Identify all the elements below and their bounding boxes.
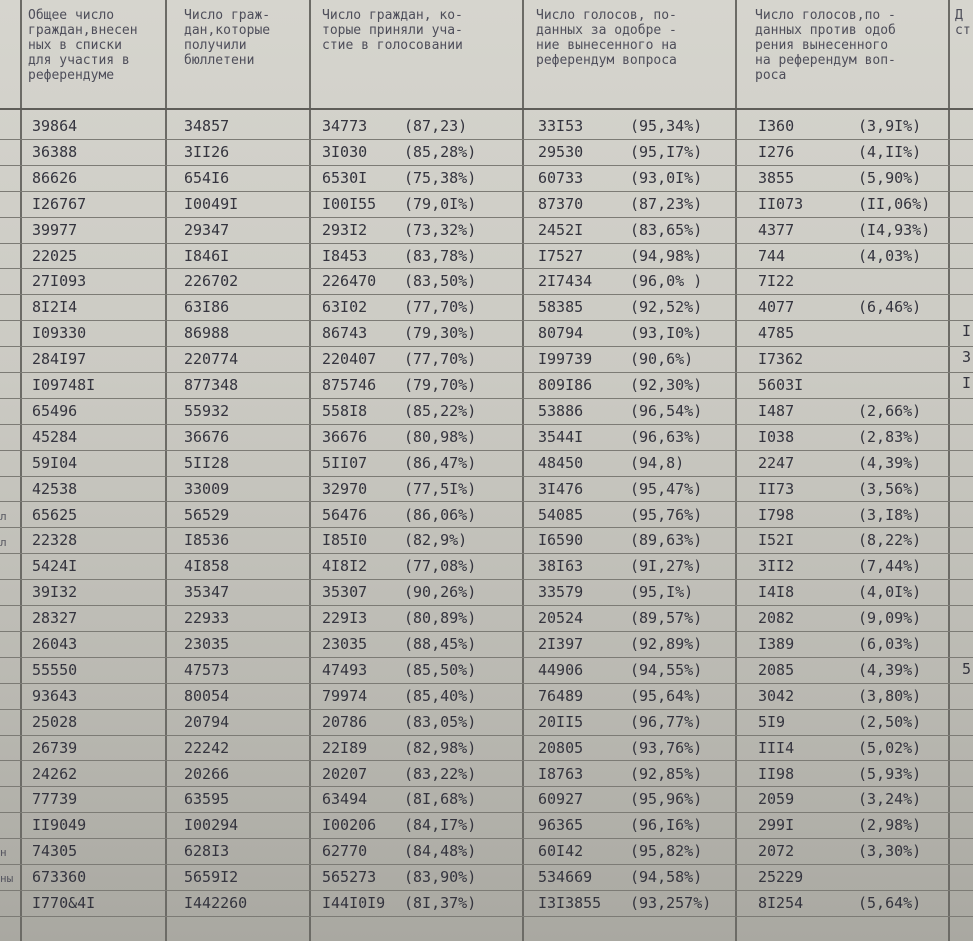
cell-against-pct: (6,03%)	[858, 635, 922, 653]
cell-for: 48450	[538, 453, 584, 472]
cell-for: 2I397	[538, 635, 584, 653]
cell-voted-pct: (8I,68%)	[404, 790, 477, 809]
row-rule	[0, 346, 973, 347]
row-rule	[0, 450, 973, 451]
cell-for-pct: (96,I6%)	[630, 816, 703, 835]
cell-listed: 39977	[32, 220, 78, 239]
cell-for-pct: (96,0% )	[630, 272, 703, 291]
cell-against: 5I9	[758, 712, 786, 731]
cell-for-pct: (96,77%)	[630, 712, 703, 731]
cell-voted-pct: (87,23)	[404, 117, 468, 135]
row-rule	[0, 605, 973, 606]
cell-against-pct: (4,03%)	[858, 246, 922, 265]
cell-ballots: 654I6	[184, 168, 230, 187]
row-rule	[0, 709, 973, 710]
margin-mark: л	[0, 510, 7, 523]
cell-for: 38I63	[538, 557, 584, 576]
cell-voted: I8453	[322, 246, 368, 265]
cell-ballots: 226702	[184, 272, 239, 291]
cell-for-pct: (94,8)	[630, 453, 685, 472]
row-rule	[0, 735, 973, 736]
cell-ballots: 36676	[184, 427, 230, 446]
cell-listed: 5424I	[32, 557, 78, 576]
right-edge-mark: 5	[962, 660, 972, 678]
cell-ballots: 86988	[184, 324, 230, 343]
cell-listed: 74305	[32, 842, 78, 861]
cell-for-pct: (93,76%)	[630, 738, 703, 757]
cell-for-pct: (95,34%)	[630, 117, 703, 135]
cell-listed: 55550	[32, 660, 78, 679]
row-rule	[0, 501, 973, 502]
cell-against: I4I8	[758, 583, 795, 602]
cell-against: I389	[758, 635, 795, 653]
header-voted: Число граждан, ко- торые приняли уча- стие в голосовании	[322, 8, 463, 53]
cell-ballots: 5659I2	[184, 868, 239, 887]
cell-for: 44906	[538, 660, 584, 679]
cell-voted-pct: (79,70%)	[404, 376, 477, 394]
cell-ballots: I0049I	[184, 194, 239, 213]
cell-against-pct: (4,0I%)	[858, 583, 922, 602]
cell-against: I7362	[758, 350, 804, 369]
cell-listed: 45284	[32, 427, 78, 446]
cell-for: 809I86	[538, 376, 593, 394]
cell-for: 33579	[538, 583, 584, 602]
row-rule	[0, 760, 973, 761]
cell-against-pct: (8,22%)	[858, 531, 922, 550]
cell-voted: 558I8	[322, 401, 368, 420]
row-rule	[0, 294, 973, 295]
cell-against-pct: (4,II%)	[858, 142, 922, 161]
row-rule	[0, 191, 973, 192]
cell-for: 54085	[538, 505, 584, 524]
cell-for: 87370	[538, 194, 584, 213]
margin-mark: ны	[0, 872, 14, 885]
cell-against: I038	[758, 427, 795, 446]
cell-against-pct: (4,39%)	[858, 453, 922, 472]
cell-ballots: 33009	[184, 479, 230, 498]
row-rule	[0, 579, 973, 580]
cell-voted-pct: (84,48%)	[404, 842, 477, 861]
cell-for-pct: (94,58%)	[630, 868, 703, 887]
cell-voted: 6530I	[322, 168, 368, 187]
row-rule	[0, 657, 973, 658]
cell-against: I487	[758, 401, 795, 420]
cell-for-pct: (95,82%)	[630, 842, 703, 861]
row-rule	[0, 683, 973, 684]
cell-against: 3II2	[758, 557, 795, 576]
cell-listed: I770&4I	[32, 894, 96, 912]
cell-for: 76489	[538, 686, 584, 705]
row-rule	[0, 398, 973, 399]
cell-ballots: 20266	[184, 764, 230, 783]
cell-voted-pct: (85,50%)	[404, 660, 477, 679]
cell-for-pct: (92,89%)	[630, 635, 703, 653]
cell-listed: 39864	[32, 117, 78, 135]
cell-listed: I09330	[32, 324, 87, 343]
cell-listed: 24262	[32, 764, 78, 783]
cell-listed: 59I04	[32, 453, 78, 472]
cell-ballots: 877348	[184, 376, 239, 394]
row-rule	[0, 268, 973, 269]
cell-for-pct: (93,0I%)	[630, 168, 703, 187]
cell-listed: II9049	[32, 816, 87, 835]
cell-ballots: I846I	[184, 246, 230, 265]
cell-against: I798	[758, 505, 795, 524]
cell-voted: 23035	[322, 635, 368, 653]
cell-for: 2I7434	[538, 272, 593, 291]
cell-for: 53886	[538, 401, 584, 420]
cell-for: 60733	[538, 168, 584, 187]
cell-against-pct: (6,46%)	[858, 298, 922, 317]
cell-for-pct: (87,23%)	[630, 194, 703, 213]
cell-voted: 36676	[322, 427, 368, 446]
cell-against: I360	[758, 117, 795, 135]
cell-voted: 293I2	[322, 220, 368, 239]
header-for: Число голосов, по- данных за одобре - ние вынесенного на референдум вопроса	[536, 8, 677, 68]
cell-for-pct: (96,54%)	[630, 401, 703, 420]
right-edge-mark: I	[962, 322, 972, 340]
cell-listed: 86626	[32, 168, 78, 187]
cell-for: I7527	[538, 246, 584, 265]
cell-voted: I85I0	[322, 531, 368, 550]
cell-against: 2247	[758, 453, 795, 472]
cell-against-pct: (I4,93%)	[858, 220, 931, 239]
cell-voted: 20786	[322, 712, 368, 731]
cell-listed: 26043	[32, 635, 78, 653]
cell-against: 4077	[758, 298, 795, 317]
cell-for: 60927	[538, 790, 584, 809]
cell-ballots: 55932	[184, 401, 230, 420]
cell-ballots: 47573	[184, 660, 230, 679]
row-rule	[0, 424, 973, 425]
cell-voted-pct: (85,28%)	[404, 142, 477, 161]
cell-against: 8I254	[758, 894, 804, 912]
cell-ballots: 628I3	[184, 842, 230, 861]
cell-listed: 65496	[32, 401, 78, 420]
cell-for-pct: (93,257%)	[630, 894, 712, 912]
row-rule	[0, 890, 973, 891]
cell-listed: 25028	[32, 712, 78, 731]
cell-for-pct: (89,57%)	[630, 609, 703, 628]
cell-for-pct: (94,55%)	[630, 660, 703, 679]
cell-against-pct: (3,24%)	[858, 790, 922, 809]
cell-voted: 34773	[322, 117, 368, 135]
cell-ballots: 22933	[184, 609, 230, 628]
cell-ballots: 35347	[184, 583, 230, 602]
cell-listed: 26739	[32, 738, 78, 757]
row-rule	[0, 139, 973, 140]
cell-against: III4	[758, 738, 795, 757]
row-rule	[0, 243, 973, 244]
cell-against: 2085	[758, 660, 795, 679]
cell-against: 4785	[758, 324, 795, 343]
cell-voted-pct: (79,30%)	[404, 324, 477, 343]
cell-voted: 63494	[322, 790, 368, 809]
cell-against-pct: (2,50%)	[858, 712, 922, 731]
cell-voted-pct: (83,50%)	[404, 272, 477, 291]
cell-against: 4377	[758, 220, 795, 239]
row-rule	[0, 864, 973, 865]
cell-voted: I00I55	[322, 194, 377, 213]
cell-listed: 65625	[32, 505, 78, 524]
cell-voted-pct: (77,5I%)	[404, 479, 477, 498]
cell-voted: I00206	[322, 816, 377, 835]
cell-listed: I09748I	[32, 376, 96, 394]
cell-listed: I26767	[32, 194, 87, 213]
cell-voted-pct: (80,98%)	[404, 427, 477, 446]
cell-ballots: 34857	[184, 117, 230, 135]
cell-ballots: I442260	[184, 894, 248, 912]
cell-voted-pct: (83,78%)	[404, 246, 477, 265]
header-listed: Общее число граждан,внесен ных в списки для участия в референдуме	[28, 8, 138, 83]
cell-voted: 79974	[322, 686, 368, 705]
cell-voted-pct: (84,I7%)	[404, 816, 477, 835]
cell-voted: 20207	[322, 764, 368, 783]
cell-voted: 4I8I2	[322, 557, 368, 576]
cell-voted: 35307	[322, 583, 368, 602]
row-rule	[0, 916, 973, 917]
cell-for: I8763	[538, 764, 584, 783]
row-rule	[0, 631, 973, 632]
cell-for: 58385	[538, 298, 584, 317]
cell-voted: 229I3	[322, 609, 368, 628]
margin-mark: л	[0, 536, 7, 549]
column-rule	[309, 0, 311, 941]
cell-ballots: 5II28	[184, 453, 230, 472]
cell-voted: 86743	[322, 324, 368, 343]
cell-ballots: 63I86	[184, 298, 230, 317]
header-rule	[0, 108, 973, 110]
header-ballots: Число граж- дан,которые получили бюллетени	[184, 8, 271, 68]
cell-listed: 22025	[32, 246, 78, 265]
cell-listed: 28327	[32, 609, 78, 628]
cell-for: 3I476	[538, 479, 584, 498]
cell-voted-pct: (75,38%)	[404, 168, 477, 187]
cell-voted: 22I89	[322, 738, 368, 757]
cell-voted-pct: (8I,37%)	[404, 894, 477, 912]
column-rule	[948, 0, 950, 941]
cell-for: 20II5	[538, 712, 584, 731]
cell-voted: 32970	[322, 479, 368, 498]
header-against: Число голосов,по - данных против одоб рения вынесенного на референдум воп- роса	[755, 8, 896, 83]
cell-for: 33I53	[538, 117, 584, 135]
cell-against: 744	[758, 246, 786, 265]
cell-for: 96365	[538, 816, 584, 835]
cell-listed: 77739	[32, 790, 78, 809]
cell-listed: 27I093	[32, 272, 87, 291]
cell-voted: 875746	[322, 376, 377, 394]
cell-voted-pct: (73,32%)	[404, 220, 477, 239]
cell-voted-pct: (83,05%)	[404, 712, 477, 731]
row-rule	[0, 553, 973, 554]
cell-ballots: 23035	[184, 635, 230, 653]
right-edge-mark: 3	[962, 348, 972, 366]
cell-against-pct: (9,09%)	[858, 609, 922, 628]
cell-for-pct: (89,63%)	[630, 531, 703, 550]
cell-for: 2452I	[538, 220, 584, 239]
cell-voted-pct: (85,22%)	[404, 401, 477, 420]
cell-for: 80794	[538, 324, 584, 343]
cell-ballots: 22242	[184, 738, 230, 757]
cell-against: 2072	[758, 842, 795, 861]
cell-for-pct: (95,I%)	[630, 583, 694, 602]
cell-for-pct: (95,47%)	[630, 479, 703, 498]
row-rule	[0, 372, 973, 373]
cell-ballots: 63595	[184, 790, 230, 809]
cell-against: I52I	[758, 531, 795, 550]
cell-for: 3544I	[538, 427, 584, 446]
cell-voted: I44I0I9	[322, 894, 386, 912]
cell-voted-pct: (77,70%)	[404, 350, 477, 369]
cell-voted: 565273	[322, 868, 377, 887]
cell-ballots: 4I858	[184, 557, 230, 576]
column-rule	[165, 0, 167, 941]
cell-voted-pct: (77,70%)	[404, 298, 477, 317]
cell-for: I99739	[538, 350, 593, 369]
cell-for-pct: (93,I0%)	[630, 324, 703, 343]
cell-against: 2059	[758, 790, 795, 809]
cell-ballots: 56529	[184, 505, 230, 524]
cell-voted-pct: (80,89%)	[404, 609, 477, 628]
cell-for: 20524	[538, 609, 584, 628]
cell-against-pct: (3,80%)	[858, 686, 922, 705]
cell-listed: 8I2I4	[32, 298, 78, 317]
row-rule	[0, 786, 973, 787]
cell-voted-pct: (77,08%)	[404, 557, 477, 576]
cell-against-pct: (5,64%)	[858, 894, 922, 912]
right-edge-mark: I	[962, 374, 972, 392]
cell-voted: 63I02	[322, 298, 368, 317]
cell-ballots: 29347	[184, 220, 230, 239]
cell-listed: 22328	[32, 531, 78, 550]
cell-voted-pct: (86,06%)	[404, 505, 477, 524]
cell-for-pct: (92,30%)	[630, 376, 703, 394]
cell-for-pct: (96,63%)	[630, 427, 703, 446]
row-rule	[0, 476, 973, 477]
cell-against-pct: (5,93%)	[858, 764, 922, 783]
cell-for-pct: (92,85%)	[630, 764, 703, 783]
cell-against-pct: (4,39%)	[858, 660, 922, 679]
cell-voted-pct: (85,40%)	[404, 686, 477, 705]
cell-voted-pct: (82,98%)	[404, 738, 477, 757]
cell-voted-pct: (83,90%)	[404, 868, 477, 887]
cell-for-pct: (95,I7%)	[630, 142, 703, 161]
cell-voted-pct: (79,0I%)	[404, 194, 477, 213]
cell-ballots: I00294	[184, 816, 239, 835]
cell-listed: 36388	[32, 142, 78, 161]
cell-against-pct: (5,90%)	[858, 168, 922, 187]
cell-against-pct: (3,I8%)	[858, 505, 922, 524]
cell-voted-pct: (86,47%)	[404, 453, 477, 472]
cell-voted-pct: (83,22%)	[404, 764, 477, 783]
cell-ballots: I8536	[184, 531, 230, 550]
cell-voted: 3I030	[322, 142, 368, 161]
cell-voted: 47493	[322, 660, 368, 679]
cell-against: II73	[758, 479, 795, 498]
cell-voted-pct: (82,9%)	[404, 531, 468, 550]
cell-for: 29530	[538, 142, 584, 161]
cell-listed: 39I32	[32, 583, 78, 602]
cell-against-pct: (3,9I%)	[858, 117, 922, 135]
cell-for-pct: (94,98%)	[630, 246, 703, 265]
cell-voted: 220407	[322, 350, 377, 369]
cell-against-pct: (3,56%)	[858, 479, 922, 498]
margin-mark: н	[0, 846, 7, 859]
cell-for-pct: (95,96%)	[630, 790, 703, 809]
cell-ballots: 3II26	[184, 142, 230, 161]
cell-against-pct: (II,06%)	[858, 194, 931, 213]
cell-voted: 226470	[322, 272, 377, 291]
cell-listed: 284I97	[32, 350, 87, 369]
cell-against: 3855	[758, 168, 795, 187]
cell-against-pct: (2,66%)	[858, 401, 922, 420]
row-rule	[0, 217, 973, 218]
row-rule	[0, 320, 973, 321]
cell-voted: 5II07	[322, 453, 368, 472]
cell-for: I3I3855	[538, 894, 602, 912]
cell-for-pct: (9I,27%)	[630, 557, 703, 576]
cell-against: 7I22	[758, 272, 795, 291]
cell-for: I6590	[538, 531, 584, 550]
cell-against: 299I	[758, 816, 795, 835]
cell-voted: 62770	[322, 842, 368, 861]
cell-against-pct: (3,30%)	[858, 842, 922, 861]
cell-against-pct: (2,83%)	[858, 427, 922, 446]
row-rule	[0, 812, 973, 813]
header-extra: Д ст	[955, 8, 971, 38]
cell-against-pct: (5,02%)	[858, 738, 922, 757]
cell-for-pct: (92,52%)	[630, 298, 703, 317]
row-rule	[0, 527, 973, 528]
cell-listed: 93643	[32, 686, 78, 705]
cell-against: I276	[758, 142, 795, 161]
cell-ballots: 20794	[184, 712, 230, 731]
cell-against: 2082	[758, 609, 795, 628]
cell-against: II98	[758, 764, 795, 783]
cell-against: II073	[758, 194, 804, 213]
cell-for-pct: (90,6%)	[630, 350, 694, 369]
cell-ballots: 220774	[184, 350, 239, 369]
cell-for-pct: (95,64%)	[630, 686, 703, 705]
cell-voted-pct: (88,45%)	[404, 635, 477, 653]
column-rule	[20, 0, 22, 941]
cell-against-pct: (2,98%)	[858, 816, 922, 835]
cell-ballots: 80054	[184, 686, 230, 705]
row-rule	[0, 165, 973, 166]
cell-voted: 56476	[322, 505, 368, 524]
column-rule	[522, 0, 524, 941]
cell-voted-pct: (90,26%)	[404, 583, 477, 602]
cell-against: 3042	[758, 686, 795, 705]
cell-against: 25229	[758, 868, 804, 887]
cell-for: 20805	[538, 738, 584, 757]
column-rule	[735, 0, 737, 941]
row-rule	[0, 838, 973, 839]
cell-listed: 673360	[32, 868, 87, 887]
cell-for: 60I42	[538, 842, 584, 861]
cell-for-pct: (83,65%)	[630, 220, 703, 239]
cell-against: 5603I	[758, 376, 804, 394]
cell-for: 534669	[538, 868, 593, 887]
cell-for-pct: (95,76%)	[630, 505, 703, 524]
cell-against-pct: (7,44%)	[858, 557, 922, 576]
cell-listed: 42538	[32, 479, 78, 498]
